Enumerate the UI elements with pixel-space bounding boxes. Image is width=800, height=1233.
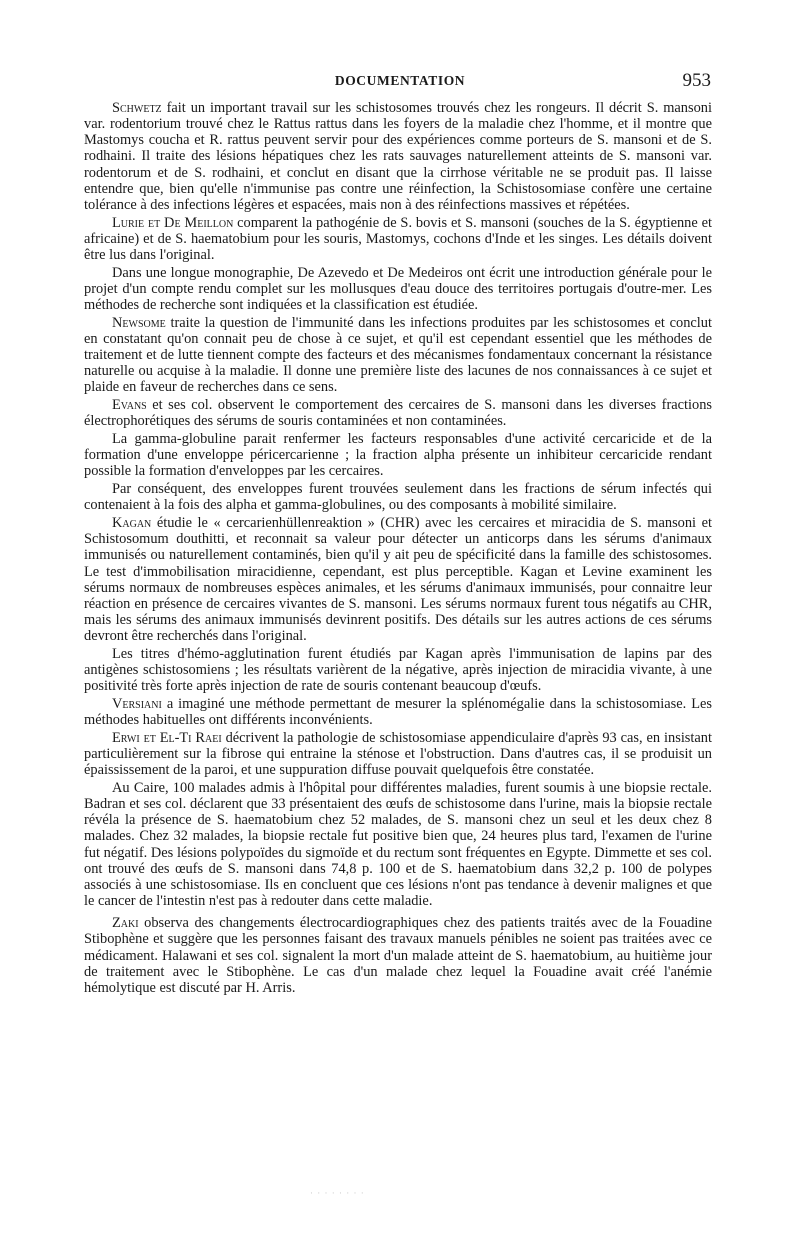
paragraph-caire [84, 780, 712, 909]
paragraph-text: traite la question de l'immunité dans les infections produites par les schistosomes et conclut en constatant qu'on connait peu de chose à ce sujet, et qu'il est cependant essentiel que les méthodes de traitement et de lutte tiennent compte des facteurs et des mécanismes fondamentaux concernant la résistance naturelle ou acquise à la maladie. Il donne une première liste des lacunes de nos connaissances à ce sujet et plaide en faveur de recherches dans ce sens. [84, 314, 712, 396]
paragraph-zaki [84, 915, 712, 996]
paragraph-text: Les titres d'hémo-agglutination furent étudiés par Kagan après l'immunisation de lapins par des antigènes schistosomiens ; les résultats varièrent de la négative, après injection de miracidia vivante, à une positivité très forte après injection de rate de souris contenant beaucoup d'œufs. [84, 645, 712, 695]
paragraph-text: étudie le « cercarienhüllenreaktion » (CHR) avec les cercaires et miracidia de S. mansoni et Schistosomum douthitti, et reconnait sa valeur pour détecter un anticorps dans les sérums d'animaux immunisés ou naturellement contaminés, bien qu'il y ait peu de spécificité dans la famille des schistosomes. Le test d'immobilisation miracidienne, cependant, est plus perceptible. Kagan et Levine examinent les sérums normaux de nombreuses espèces animales, et les sérums d'animaux immunisés, pour connaitre leur réaction en présence de cercaires vivantes de S. mansoni. Les sérums normaux furent tous négatifs au CHR, mais les sérums des animaux immunisés devinrent positifs. Des détails sur les autres actions de ces sérums devront être recherchés dans l'original. [84, 515, 712, 645]
paragraph-text: décrivent la pathologie de schistosomiase appendiculaire d'après 93 cas, en insistant particulièrement sur la fibrose qui entraine la sténose et l'obstruction. Dans d'autres cas, il se produisit un épaississement de la paroi, et une suppuration diffuse pouvait quelquefois être constatée. [84, 729, 712, 779]
author-name: Evans [112, 397, 147, 414]
paragraph-newsome [84, 315, 712, 396]
paragraph-erwi [84, 730, 712, 778]
paragraph-versiani [84, 696, 712, 728]
paragraph-lurie [84, 215, 712, 263]
paragraph-text: Dans une longue monographie, De Azevedo et De Medeiros ont écrit une introduction générale pour le projet d'un compte rendu complet sur les mollusques d'eau douce des territoires portugais d'outre-mer. Les méthodes de recherche sont indiquées et la classification est étudiée. [84, 264, 712, 314]
paragraph-hemo-agglutination [84, 646, 712, 694]
running-title: DOCUMENTATION [334, 73, 466, 88]
faint-footer-mark: · · · · · · · · [310, 1188, 365, 1198]
paragraph-enveloppes [84, 481, 712, 513]
page-header [0, 70, 800, 96]
author-name: Erwi et El-Ti Raei [112, 729, 222, 746]
paragraph-text: observa des changements électrocardiographiques chez des patients traités avec de la Fouadine Stibophène et suggère que les personnes faisant des travaux manuels pénibles ne soient pas traitées avec ce médicament. Halawani et ses col. signalent la mort d'un malade atteint de S. haematobium, au huitième jour de traitement avec le Stibophène. Le cas d'un malade chez lequel la Fouadine avait créé l'anémie hémolytique est discuté par H. Arris. [84, 915, 712, 996]
paragraph-kagan [84, 515, 712, 644]
paragraph-text: Au Caire, 100 malades admis à l'hôpital pour différentes maladies, furent soumis à une biopsie rectale. Badran et ses col. déclarent que 33 présentaient des œufs de schistosome dans l'urine, mais la biopsie rectale révéla la présence de S. haematobium chez 52 malades, de S. mansoni chez un seul et les deux chez 8 malades. Chez 32 malades, la biopsie rectale fut positive bien que, 24 heures plus tard, l'examen de l'urine fut négatif. Des lésions polypoïdes du sigmoïde et du rectum sont fréquentes en Egypte. Dimmette et ses col. ont trouvé des œufs de S. mansoni dans 74,8 p. 100 et de S. haematobium dans 32,2 p. 100 de polypes associés à une schistosomiase. Ils en concluent que ces lésions n'ont pas tendance à devenir malignes et que le cancer de l'intestin n'est pas à redouter dans cette maladie. [84, 779, 712, 910]
paragraph-text: Par conséquent, des enveloppes furent trouvées seulement dans les fractions de sérum infectés qui contenaient à la fois des alpha et gamma-globulines, ou des composants à mobilité similaire. [84, 481, 712, 514]
paragraph-text: fait un important travail sur les schistosomes trouvés chez les rongeurs. Il décrit S. mansoni var. rodentorium trouvé chez le Rattus rattus dans les foyers de la maladie chez l'homme, et il montre que Mastomys coucha et R. rattus peuvent servir pour des expériences comme porteurs de S. mansoni et de S. rodhaini. Il traite des lésions hépatiques chez les rats sauvages naturellement atteints de S. mansoni var. rodentorum et de S. rodhaini, et conclut en disant que la cirrhose véritable ne se produit pas. Il laisse entendre que, bien qu'elle n'immunise pas contre une réinfection, la Schistosomiase confère une certaine tolérance à des infections légères et espacées, mais non à des réinfections massives et répétées. [84, 100, 712, 213]
author-name: Lurie et De Meillon [112, 214, 234, 231]
author-name: Schwetz [112, 100, 162, 116]
paragraph-text: La gamma-globuline parait renfermer les facteurs responsables d'une activité cercaricide et de la formation d'une enveloppe péricercarienne ; la fraction alpha présente un inhibiteur cercaricide rendant possible la formation d'enveloppes par les cercaires. [84, 431, 712, 480]
author-name: Versiani [112, 695, 162, 712]
author-name: Kagan [112, 515, 152, 532]
author-name: Zaki [112, 915, 139, 932]
paragraph-schwetz [84, 100, 712, 213]
paragraph-text: comparent la pathogénie de S. bovis et S. mansoni (souches de la S. égyptienne et africaine) et de S. haematobium pour les souris, Mastomys, cochons d'Inde et les singes. Les détails doivent être lus dans l'original. [84, 214, 712, 263]
paragraph-monographie [84, 265, 712, 313]
paragraph-evans [84, 397, 712, 429]
paragraph-text: a imaginé une méthode permettant de mesurer la splénomégalie dans la schistosomiase. Les méthodes habituelles ont différents inconvénients. [84, 695, 712, 729]
paragraph-text: et ses col. observent le comportement des cercaires de S. mansoni dans les diverses fractions électrophorétiques des sérums de souris contaminées et non contaminées. [84, 397, 712, 430]
author-name: Newsome [112, 314, 166, 331]
paragraph-gamma-globuline [84, 431, 712, 479]
body-text [84, 100, 712, 998]
page-number: 953 [682, 70, 711, 91]
